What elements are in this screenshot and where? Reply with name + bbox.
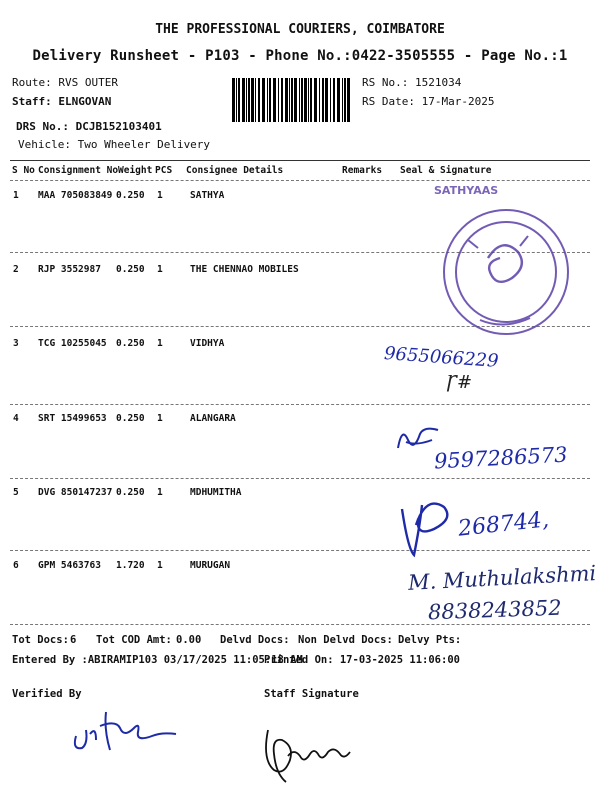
row-consignee: THE CHENNAO MOBILES bbox=[190, 264, 299, 275]
row-consignment: MAA 705083849 bbox=[38, 190, 113, 201]
row-rule bbox=[10, 624, 590, 625]
barcode-bar bbox=[248, 78, 250, 122]
row-pcs: 1 bbox=[157, 264, 163, 275]
barcode-bar bbox=[344, 78, 346, 122]
barcode-bar bbox=[269, 78, 271, 122]
printed-on: Printed On: 17-03-2025 11:06:00 bbox=[264, 654, 460, 666]
route: Route: RVS OUTER bbox=[12, 76, 118, 89]
staff-signature-label: Staff Signature bbox=[264, 688, 359, 700]
barcode-bar bbox=[314, 78, 317, 122]
row-weight: 0.250 bbox=[116, 413, 145, 424]
row-sno: 1 bbox=[13, 190, 19, 201]
barcode-bar bbox=[333, 78, 335, 122]
row-sno: 6 bbox=[13, 560, 19, 571]
barcode-bar bbox=[246, 78, 247, 122]
row-rule bbox=[10, 478, 590, 479]
handwritten-initial-row3: Ꞅ# bbox=[446, 372, 473, 393]
barcode-bar bbox=[262, 78, 265, 122]
barcode-bar bbox=[281, 78, 283, 122]
row-consignment: GPM 5463763 bbox=[38, 560, 101, 571]
staff-signature bbox=[260, 722, 360, 788]
delvy-pts-label: Delvy Pts: bbox=[398, 634, 462, 646]
row-weight: 0.250 bbox=[116, 264, 145, 275]
row-sno: 3 bbox=[13, 338, 19, 349]
row-rule bbox=[10, 404, 590, 405]
row-consignment: SRT 15499653 bbox=[38, 413, 107, 424]
row-consignment: RJP 3552987 bbox=[38, 264, 101, 275]
barcode-bar bbox=[301, 78, 303, 122]
row-consignee: ALANGARA bbox=[190, 413, 236, 424]
barcode-bar bbox=[273, 78, 276, 122]
barcode-bar bbox=[258, 78, 260, 122]
barcode-bar bbox=[322, 78, 324, 122]
drs-number: DRS No.: DCJB152103401 bbox=[16, 120, 162, 133]
barcode-bar bbox=[294, 78, 297, 122]
handwritten-name-row6: M. Muthulakshmi bbox=[407, 561, 597, 595]
row-weight: 0.250 bbox=[116, 487, 145, 498]
row-pcs: 1 bbox=[157, 190, 163, 201]
delvd-docs-label: Delvd Docs: bbox=[220, 634, 290, 646]
barcode-bar bbox=[267, 78, 268, 122]
barcode-bar bbox=[330, 78, 331, 122]
runsheet-title: Delivery Runsheet - P103 - Phone No.:0422-3505555 - Page No.:1 bbox=[32, 48, 568, 64]
row-consignee: MDHUMITHA bbox=[190, 487, 242, 498]
barcode-bar bbox=[308, 78, 309, 122]
entered-by: Entered By :ABIRAMIP103 03/17/2025 11:05:18 AM bbox=[12, 654, 303, 666]
row-consignee: MURUGAN bbox=[190, 560, 231, 571]
row-weight: 0.250 bbox=[116, 190, 145, 201]
barcode-bar bbox=[342, 78, 343, 122]
row-consignee: SATHYA bbox=[190, 190, 225, 201]
handwritten-phone-row4: 9597286573 bbox=[433, 442, 569, 474]
row-rule bbox=[10, 550, 590, 551]
non-delvd-docs-label: Non Delvd Docs: bbox=[298, 634, 393, 646]
handwritten-number-row5: 268744, bbox=[456, 507, 551, 542]
handwritten-phone-row6: 8838243852 bbox=[427, 595, 562, 625]
col-consignee: Consignee Details bbox=[186, 165, 284, 176]
row-pcs: 1 bbox=[157, 413, 163, 424]
col-weight: Weight bbox=[118, 165, 153, 176]
vehicle: Vehicle: Two Wheeler Delivery bbox=[18, 138, 211, 151]
barcode-bar bbox=[285, 78, 288, 122]
rs-date: RS Date: 17-Mar-2025 bbox=[362, 95, 495, 108]
verified-by-label: Verified By bbox=[12, 688, 82, 700]
barcode-bar bbox=[232, 78, 235, 122]
row-sno: 2 bbox=[13, 264, 19, 275]
tot-docs-value: 6 bbox=[70, 634, 77, 646]
barcode-bar bbox=[347, 78, 350, 122]
col-seal: Seal & Signature bbox=[400, 165, 492, 176]
barcode-bar bbox=[325, 78, 328, 122]
barcode-bar bbox=[278, 78, 279, 122]
barcode-bar bbox=[255, 78, 256, 122]
row-consignment: TCG 10255045 bbox=[38, 338, 107, 349]
barcode-bar bbox=[310, 78, 312, 122]
staff: Staff: ELNGOVAN bbox=[12, 95, 112, 108]
barcode-bar bbox=[299, 78, 300, 122]
barcode-bar bbox=[319, 78, 320, 122]
row-pcs: 1 bbox=[157, 338, 163, 349]
cod-label: Tot COD Amt: bbox=[96, 634, 172, 646]
verified-by-signature bbox=[66, 706, 186, 756]
cod-value: 0.00 bbox=[176, 634, 202, 646]
barcode-bar bbox=[236, 78, 237, 122]
row-consignee: VIDHYA bbox=[190, 338, 225, 349]
tot-docs-label: Tot Docs: bbox=[12, 634, 69, 646]
row-weight: 1.720 bbox=[116, 560, 145, 571]
company-seal-stamp bbox=[428, 180, 578, 350]
company-title: THE PROFESSIONAL COURIERS, COIMBATORE bbox=[155, 22, 445, 37]
handwritten-phone-row3: 9655066229 bbox=[383, 343, 500, 372]
stamp-text: SATHYAAS bbox=[434, 184, 499, 197]
row-weight: 0.250 bbox=[116, 338, 145, 349]
barcode-bar bbox=[242, 78, 245, 122]
barcode bbox=[230, 76, 352, 124]
row-sno: 4 bbox=[13, 413, 19, 424]
table-top-rule bbox=[10, 160, 590, 161]
barcode-bar bbox=[291, 78, 293, 122]
rs-number: RS No.: 1521034 bbox=[362, 76, 462, 89]
barcode-bar bbox=[304, 78, 307, 122]
col-remarks: Remarks bbox=[342, 165, 383, 176]
col-sno: S No bbox=[12, 165, 35, 176]
signature-row5 bbox=[392, 495, 460, 565]
col-consignment: Consignment No bbox=[38, 165, 119, 176]
row-pcs: 1 bbox=[157, 560, 163, 571]
barcode-bar bbox=[337, 78, 340, 122]
barcode-bar bbox=[238, 78, 240, 122]
col-pcs: PCS bbox=[155, 165, 173, 176]
row-pcs: 1 bbox=[157, 487, 163, 498]
row-consignment: DVG 850147237 bbox=[38, 487, 113, 498]
barcode-bar bbox=[251, 78, 254, 122]
row-sno: 5 bbox=[13, 487, 19, 498]
barcode-bar bbox=[289, 78, 290, 122]
